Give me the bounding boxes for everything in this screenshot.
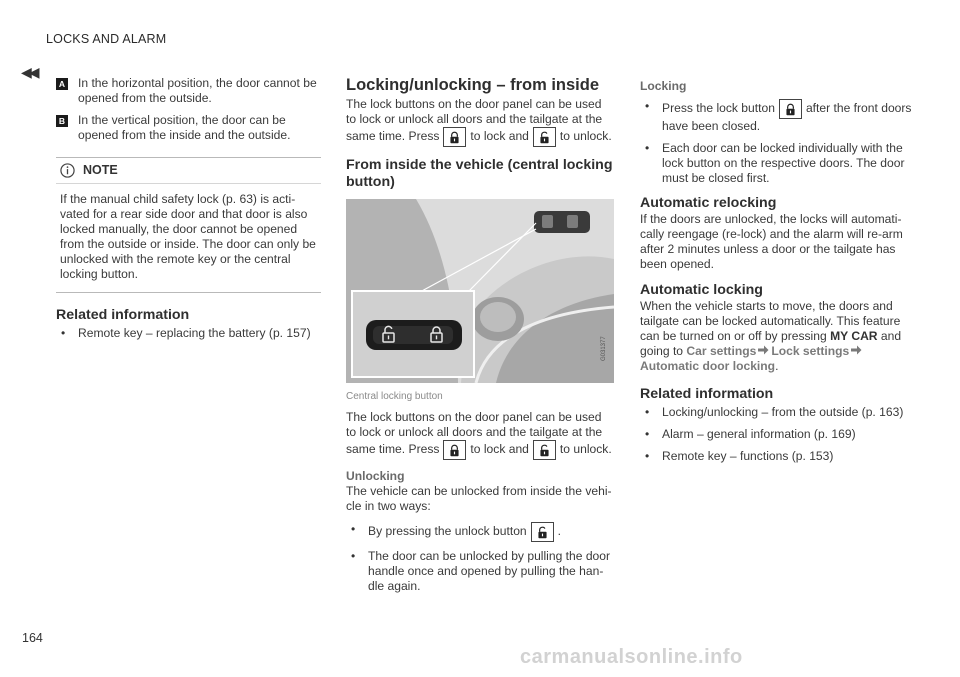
locking-list (640, 99, 912, 186)
column-right (640, 76, 912, 471)
unlock-button-icon (531, 522, 554, 542)
note-text: If the manual child safety lock (p. 63) is acti-vated for a rear side door and that door is also locked manually, the door cannot be opened from the outside or inside. The door can only be unlocked with the remote key or the central locking button. (60, 192, 316, 281)
note-header (56, 158, 321, 184)
lock-button-icon (443, 127, 466, 147)
autolock-text (640, 299, 912, 374)
arrow-right-icon (851, 345, 862, 355)
list-item (56, 76, 321, 106)
lock-item-text-end: after the front doors have been closed. (662, 101, 912, 133)
list-item (56, 113, 321, 143)
item-a-text: In the horizontal position, the door cannot be opened from the outside. (78, 76, 317, 105)
related-link[interactable]: • Locking/unlocking – from the outside (p. 163) (640, 405, 912, 420)
list-item: • Each door can be locked individually with the lock button on the respective doors. The door must be closed first. (640, 141, 912, 186)
note-box (56, 157, 321, 293)
para-text-2: to lock and (470, 442, 529, 457)
column-left (56, 76, 321, 348)
menu-path-lock-settings: Lock settings (771, 344, 850, 358)
list-item: • The door can be unlocked by pulling the door handle once and opened by pulling the han-dle again. (346, 549, 614, 594)
related-link[interactable]: • Remote key – functions (p. 153) (640, 449, 912, 464)
arrow-right-icon (758, 345, 769, 355)
figure-caption: Central locking button (346, 391, 443, 402)
section-header: LOCKS AND ALARM (46, 32, 167, 46)
info-icon (60, 163, 75, 178)
unlock-button-icon (533, 127, 556, 147)
unlock-item-text: By pressing the unlock button (368, 524, 527, 539)
unlocking-list (346, 522, 614, 594)
unlocking-heading: Unlocking (346, 469, 405, 483)
column-middle (346, 76, 614, 601)
para-text-3: to unlock. (559, 442, 612, 457)
autolock-text-b: and going to (640, 329, 902, 358)
list-item (640, 99, 912, 134)
intro-text-3: to unlock. (559, 129, 612, 144)
para-text-1: The lock buttons on the door panel can be used to lock or unlock all doors and the tailgate at the same time. Press (346, 410, 603, 457)
menu-path-automatic-door-locking: Automatic door locking (640, 359, 776, 373)
related-link[interactable]: • Remote key – replacing the battery (p. 157) (56, 326, 321, 341)
unlock-button-icon (533, 440, 556, 460)
tag-a-badge: A (56, 78, 68, 90)
unlock-item-end: . (557, 524, 562, 539)
mycar-button-label: MY CAR (830, 329, 878, 343)
related-list (56, 326, 321, 341)
door-panel-illustration (346, 199, 614, 383)
locking-heading: Locking (640, 79, 687, 93)
related-heading: Related information (640, 386, 774, 402)
lock-item-text: Press the lock button (662, 101, 775, 116)
relocking-heading: Automatic relocking (640, 195, 777, 211)
related-heading: Related information (56, 307, 190, 323)
note-label: NOTE (83, 163, 118, 177)
unlocking-text: The vehicle can be unlocked from inside the vehi-cle in two ways: (346, 484, 612, 513)
intro-paragraph (346, 97, 614, 147)
page-number: 164 (22, 631, 43, 645)
autolock-text-end: . (775, 359, 779, 373)
page-title: Locking/unlocking – from inside (346, 76, 600, 94)
watermark: carmanualsonline.info (520, 646, 743, 668)
tag-b-badge: B (56, 115, 68, 127)
menu-path-car-settings: Car settings (686, 344, 757, 358)
intro-text-1: The lock buttons on the door panel can be used to lock or unlock all doors and the tailgate at the same time. Press (346, 97, 603, 144)
body-paragraph (346, 410, 614, 460)
item-b-text: In the vertical position, the door can be opened from the inside and the outside. (78, 113, 291, 142)
autolock-heading: Automatic locking (640, 282, 763, 298)
list-item (346, 522, 614, 542)
intro-text-2: to lock and (470, 129, 529, 144)
lock-button-icon (443, 440, 466, 460)
relocking-text: If the doors are unlocked, the locks will automati-cally reengage (re-lock) and the alarm will re-arm after 2 minutes unless a door or the tailgate has been opened. (640, 212, 903, 271)
central-locking-photo (346, 199, 614, 383)
subheading-central-locking: From inside the vehicle (central locking button) (346, 157, 613, 190)
related-link[interactable]: • Alarm – general information (p. 169) (640, 427, 912, 442)
related-list (640, 405, 912, 464)
figure-code: G031377 (601, 336, 607, 361)
autolock-text-a: When the vehicle starts to move, the doors and tailgate can be locked automatically. This feature can be turned on or off by pressing (640, 299, 901, 343)
lock-button-icon (779, 99, 802, 119)
back-chevron-icon[interactable]: ◀◀ (21, 64, 37, 80)
